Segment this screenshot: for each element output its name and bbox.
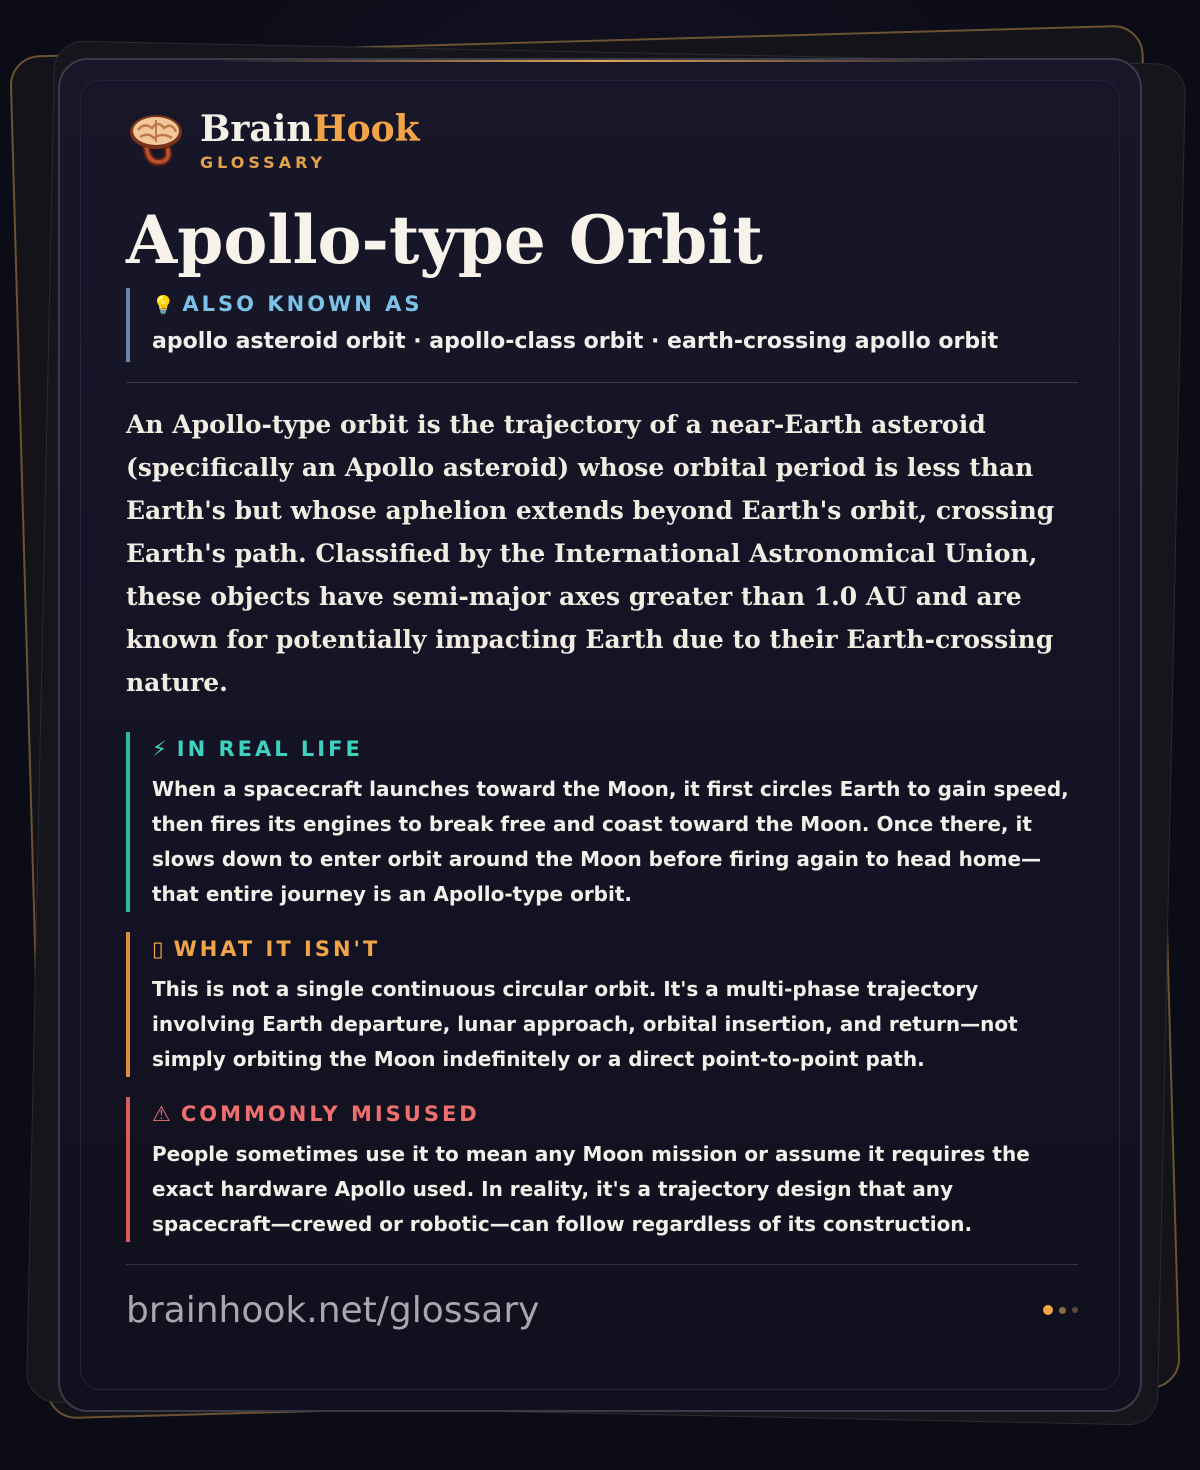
brand-name-part2: Hook [312,107,420,150]
lightning-icon: ⚡ [152,737,167,761]
also-known-as-label: ALSO KNOWN AS [182,292,423,316]
term-definition: An Apollo-type orbit is the trajectory of a near-Earth asteroid (specifically an Apollo asteroid) whose orbital period is less than Earth's but whose aphelion extends beyond Earth's orbit, crossing Earth's path. Classified by the International Astronomical Union, these objects have semi-major axes greater than 1.0 AU and are known for potentially impacting Earth due to their Earth-crossing nature. [126,410,1055,697]
missing-glyph-icon: ▯ [152,937,164,961]
footer-url-link[interactable]: brainhook.net/glossary [126,1289,540,1331]
section-in-real-life [126,732,1078,912]
section-body: This is not a single continuous circular orbit. It's a multi-phase trajectory involving Earth departure, lunar approach, orbital insertion, and return—not simply orbiting the Moon indefinitely or a direct point-to-point path. [152,977,1018,1071]
glossary-card [58,58,1142,1412]
card-top-accent [210,60,990,62]
brand-name-part1: Brain [200,107,313,150]
section-header [152,932,1078,966]
section-header [152,732,1078,766]
section-header [152,1097,1078,1131]
header-divider [126,382,1078,383]
also-known-as-terms: apollo asteroid orbit · apollo-class orbit · earth-crossing apollo orbit [152,329,999,354]
warning-icon: ⚠ [152,1102,171,1126]
section-body: When a spacecraft launches toward the Moon, it first circles Earth to gain speed, then fires its engines to break free and coast toward the Moon. Once there, it slows down to enter orbit around the Moon before firing again to head home—that entire journey is an Apollo-type orbit. [152,777,1069,906]
card-content [126,100,1078,1355]
brain-hook-logo-icon [126,110,186,170]
page-indicator-dots [1037,1305,1078,1315]
section-commonly-misused [126,1097,1078,1242]
section-what-it-isnt [126,932,1078,1077]
section-body: People sometimes use it to mean any Moon mission or assume it requires the exact hardware Apollo used. In reality, it's a trajectory design that any spacecraft—crewed or robotic—can follow regardless of its construction. [152,1142,1030,1236]
also-known-as-header [152,288,1078,322]
also-known-as-block [126,288,1078,362]
brand-name [200,109,420,149]
page-dot [1059,1307,1066,1314]
brand-header [126,100,1078,180]
page-dot-active [1043,1305,1053,1315]
section-label: IN REAL LIFE [176,737,363,761]
card-footer [126,1265,1078,1355]
brand-subtitle: GLOSSARY [200,152,327,172]
term-title: Apollo-type Orbit [126,201,763,279]
section-label: COMMONLY MISUSED [180,1102,480,1126]
page-dot [1072,1307,1078,1313]
lightbulb-icon: 💡 [152,295,175,316]
section-label: WHAT IT ISN'T [173,937,381,961]
